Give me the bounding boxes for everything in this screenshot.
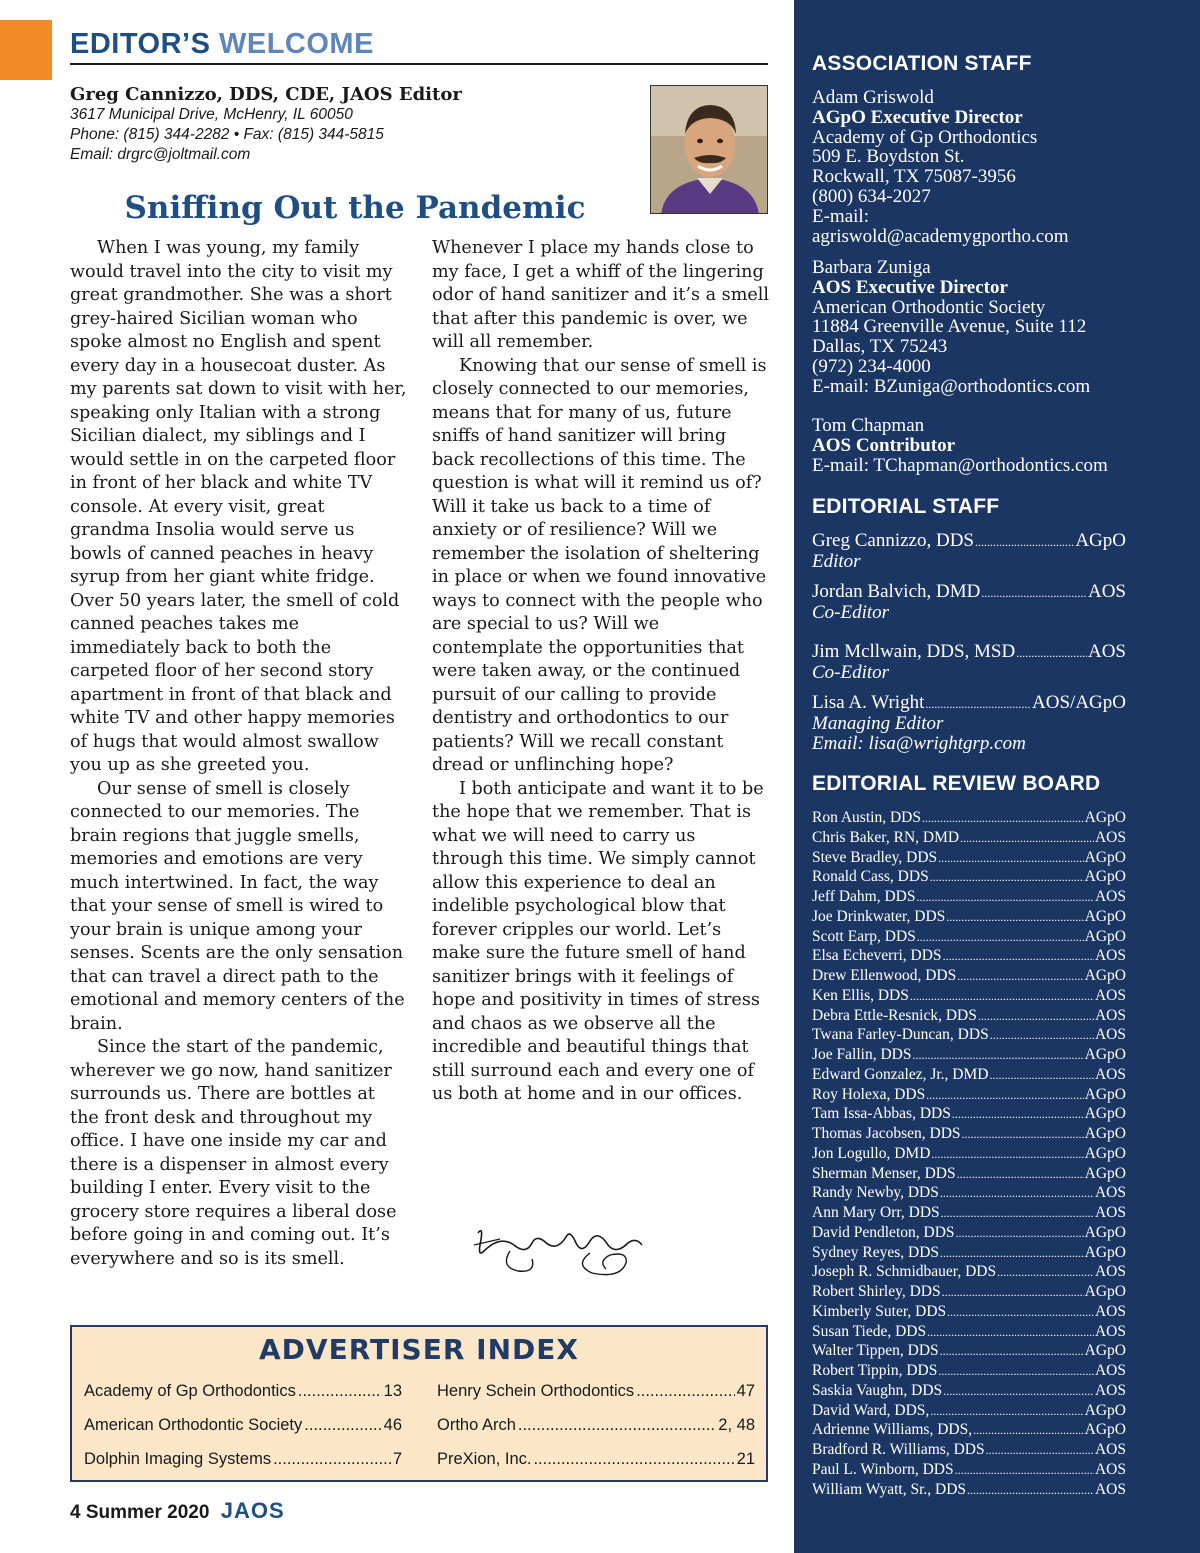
- board-member-name: Susan Tiede, DDS: [812, 1322, 927, 1340]
- board-member-name: Roy Holexa, DDS: [812, 1085, 926, 1103]
- staff-name: Barbara Zuniga: [812, 257, 931, 278]
- review-board-entry: [812, 927, 1126, 947]
- board-member-name: Sherman Menser, DDS: [812, 1164, 956, 1182]
- board-member-org: AGpO: [1084, 1421, 1126, 1439]
- review-board-entry: [812, 1025, 1126, 1045]
- staff-name: Tom Chapman: [812, 415, 925, 436]
- article-title: Sniffing Out the Pandemic: [124, 190, 586, 226]
- board-member-org: AGpO: [1084, 1125, 1126, 1142]
- review-board-entry: [812, 1381, 1126, 1401]
- staff-title: Co-Editor: [812, 662, 890, 683]
- staff-contact: [812, 416, 1192, 475]
- board-member-name: Scott Earp, DDS: [812, 927, 916, 945]
- staff-name: Greg Cannizzo, DDS: [812, 530, 974, 551]
- review-board-entry: [812, 1006, 1126, 1026]
- staff-title: Editor: [812, 551, 861, 572]
- association-staff-heading: ASSOCIATION STAFF: [812, 52, 1032, 75]
- signature: [470, 1215, 650, 1285]
- article-paragraph: Knowing that our sense of smell is closely connected to our memories, means that for many of us, future sniffs of hand sanitizer will bring back recollections of this time. The question is what will it remind us of? Will it take us back to a time of anxiety or of resilience? Will we remember the isolation of sheltering in place or when we found innovative ways to connect with the people who are special to us? Will we contemplate the opportunities that were taken away, or the continued pursuit of our calling to provide dentistry and orthodontics to our patients? Will we recall constant dread or unflinching hope?: [432, 355, 767, 775]
- review-board-entry: [812, 1282, 1126, 1302]
- editorial-staff-entry: [812, 582, 1126, 623]
- advertiser-page: 7: [392, 1450, 402, 1468]
- staff-org: AGpO: [1075, 530, 1126, 551]
- board-member-org: AOS: [1094, 1381, 1126, 1399]
- staff-line: 509 E. Boydston St.: [812, 146, 965, 168]
- editorial-staff-heading: EDITORIAL STAFF: [812, 495, 1000, 518]
- editor-photo: [650, 85, 768, 214]
- review-board-entry: [812, 1262, 1126, 1282]
- advertiser-entry: [437, 1416, 755, 1435]
- staff-email: E-mail: BZuniga@orthodontics.com: [812, 375, 1091, 397]
- board-member-name: Elsa Echeverri, DDS: [812, 947, 942, 965]
- advertiser-entry: [84, 1450, 402, 1469]
- board-member-org: AGpO: [1084, 1283, 1126, 1300]
- staff-org: AOS: [1087, 641, 1126, 662]
- board-member-name: Thomas Jacobsen, DDS: [812, 1125, 961, 1142]
- staff-title: Managing Editor: [812, 713, 944, 734]
- board-member-name: Chris Baker, RN, DMD: [812, 828, 960, 846]
- board-member-name: Joseph R. Schmidbauer, DDS: [812, 1263, 997, 1281]
- board-member-org: AOS: [1094, 1026, 1126, 1044]
- advertiser-index-title: ADVERTISER INDEX: [259, 1333, 579, 1366]
- journal-name: JAOS: [220, 1498, 285, 1523]
- board-member-org: AOS: [1094, 1460, 1126, 1478]
- staff-role: AGpO Executive Director: [812, 106, 1023, 128]
- review-board-entry: [812, 1361, 1126, 1381]
- review-board-entry: [812, 966, 1126, 986]
- issue-label: Summer 2020: [85, 1502, 210, 1523]
- staff-email: Email: lisa@wrightgrp.com: [812, 733, 1026, 754]
- advertiser-name: Dolphin Imaging Systems: [84, 1450, 272, 1468]
- review-board-entry: [812, 1480, 1126, 1500]
- review-board-entry: [812, 1065, 1126, 1085]
- board-member-name: Robert Tippin, DDS: [812, 1362, 938, 1379]
- board-member-name: Steve Bradley, DDS: [812, 848, 938, 866]
- board-member-name: Sydney Reyes, DDS: [812, 1243, 940, 1261]
- board-member-org: AGpO: [1084, 1401, 1126, 1419]
- advertiser-page: 13: [383, 1382, 402, 1400]
- board-member-org: AOS: [1094, 1480, 1126, 1498]
- page-number: 4: [70, 1502, 81, 1523]
- board-member-name: Walter Tippen, DDS: [812, 1342, 939, 1360]
- board-member-name: Drew Ellenwood, DDS: [812, 967, 957, 984]
- advertiser-name: PreXion, Inc.: [437, 1450, 532, 1468]
- review-board-entry: [812, 1420, 1126, 1440]
- board-member-name: Joe Drinkwater, DDS: [812, 907, 946, 925]
- board-member-org: AGpO: [1084, 967, 1126, 984]
- review-board-entry: [812, 1085, 1126, 1105]
- board-member-name: Robert Shirley, DDS: [812, 1283, 941, 1300]
- board-member-org: AOS: [1094, 1204, 1126, 1221]
- board-member-name: Joe Fallin, DDS: [812, 1046, 912, 1063]
- board-member-org: AGpO: [1084, 809, 1126, 826]
- advertiser-page: 2, 48: [718, 1416, 755, 1434]
- board-member-org: AOS: [1094, 828, 1126, 846]
- board-member-org: AGpO: [1084, 1144, 1126, 1162]
- advertiser-entry: [437, 1450, 755, 1469]
- review-board-entry: [812, 1243, 1126, 1263]
- staff-org: AOS/AGpO: [1032, 692, 1126, 713]
- article-paragraph: I both anticipate and want it to be the hope that we remember. That is what we will need to carry us through this time. We simply cannot allow this experience to deal an indelible psychological blow that forever cripples our world. Let’s make sure the future smell of hand sanitizer brings with it feelings of hope and positivity in times of stress and chaos as we observe all the incredible and beautiful things that still surround each and every one of us both at home and in our offices.: [432, 778, 764, 1104]
- review-board-entry: [812, 1322, 1126, 1342]
- review-board-entry: [812, 1223, 1126, 1243]
- editor-email: Email: drgrc@joltmail.com: [70, 146, 251, 163]
- board-member-org: AGpO: [1084, 1223, 1126, 1241]
- board-member-org: AOS: [1094, 888, 1126, 905]
- editor-contact: [70, 84, 640, 165]
- board-member-name: Adrienne Williams, DDS,: [812, 1421, 973, 1439]
- staff-title: Co-Editor: [812, 602, 890, 623]
- board-member-org: AGpO: [1084, 907, 1126, 925]
- board-member-org: AGpO: [1084, 868, 1126, 886]
- board-member-name: Paul L. Winborn, DDS: [812, 1460, 954, 1478]
- review-board-entry: [812, 1460, 1126, 1480]
- board-member-org: AOS: [1094, 947, 1126, 965]
- review-board-entry: [812, 986, 1126, 1006]
- article-paragraph: Whenever I place my hands close to my face, I get a whiff of the lingering odor of hand sanitizer and it’s a smell that after this pandemic is over, we will all remember.: [432, 238, 770, 352]
- review-board-entry: [812, 1203, 1126, 1223]
- review-board-entry: [812, 1124, 1126, 1144]
- advertiser-name: Henry Schein Orthodontics: [437, 1382, 635, 1400]
- board-member-name: Edward Gonzalez, Jr., DMD: [812, 1065, 989, 1083]
- editor-phone: Phone: (815) 344-2282 • Fax: (815) 344-5815: [70, 126, 384, 143]
- review-board-entry: [812, 1045, 1126, 1065]
- portrait-illustration: [651, 86, 768, 214]
- board-member-org: AGpO: [1084, 1046, 1126, 1063]
- review-board-entry: [812, 1144, 1126, 1164]
- article-column-left: [70, 237, 408, 1271]
- orange-tab: [0, 20, 52, 80]
- staff-line: 11884 Greenville Avenue, Suite 112: [812, 316, 1087, 338]
- article-column-right: [432, 237, 770, 1107]
- board-member-org: AOS: [1094, 1322, 1126, 1340]
- review-board-entry: [812, 1164, 1126, 1184]
- staff-line: (972) 234-4000: [812, 355, 931, 377]
- board-member-name: Tam Issa-Abbas, DDS: [812, 1105, 951, 1123]
- staff-org: AOS: [1087, 581, 1126, 602]
- section-title-word2: WELCOME: [219, 28, 374, 60]
- board-member-org: AGpO: [1084, 1342, 1126, 1360]
- staff-email: agriswold@academygportho.com: [812, 225, 1069, 247]
- advertiser-name: Academy of Gp Orthodontics: [84, 1382, 296, 1400]
- board-member-org: AOS: [1094, 1065, 1126, 1083]
- board-member-org: AOS: [1094, 1006, 1126, 1024]
- staff-line: Academy of Gp Orthodontics: [812, 126, 1038, 148]
- board-member-name: Ron Austin, DDS: [812, 809, 921, 826]
- editor-address: 3617 Municipal Drive, McHenry, IL 60050: [70, 106, 353, 123]
- staff-sidebar: [794, 0, 1200, 1553]
- review-board-heading: EDITORIAL REVIEW BOARD: [812, 772, 1101, 795]
- staff-line: E-mail:: [812, 205, 869, 227]
- staff-contact: [812, 258, 1192, 397]
- advertiser-entry: [437, 1382, 755, 1401]
- review-board-entry: [812, 1104, 1126, 1124]
- advertiser-page: 46: [383, 1416, 402, 1434]
- page-footer: [70, 1498, 285, 1524]
- staff-email: E-mail: TChapman@orthodontics.com: [812, 454, 1108, 476]
- staff-name: Jordan Balvich, DMD: [812, 581, 981, 602]
- review-board-entry: [812, 946, 1126, 966]
- board-member-name: Saskia Vaughn, DDS: [812, 1381, 943, 1399]
- staff-name: Jim Mcllwain, DDS, MSD: [812, 641, 1016, 662]
- board-member-org: AOS: [1094, 1362, 1126, 1379]
- editorial-staff-entry: [812, 531, 1126, 572]
- board-member-name: Jon Logullo, DMD: [812, 1144, 931, 1162]
- board-member-name: David Pendleton, DDS: [812, 1223, 955, 1241]
- board-member-org: AOS: [1094, 1441, 1126, 1458]
- section-title: [70, 28, 768, 61]
- staff-role: AOS Contributor: [812, 434, 956, 456]
- advertiser-entry: [84, 1416, 402, 1435]
- board-member-name: Twana Farley-Duncan, DDS: [812, 1026, 989, 1044]
- board-member-org: AGpO: [1084, 1243, 1126, 1261]
- board-member-org: AGpO: [1084, 1085, 1126, 1103]
- editor-name: Greg Cannizzo, DDS, CDE, JAOS Editor: [70, 84, 462, 105]
- section-title-word1: EDITOR’S: [70, 28, 211, 60]
- advertiser-name: Ortho Arch: [437, 1416, 516, 1434]
- board-member-name: Kimberly Suter, DDS: [812, 1302, 947, 1320]
- board-member-org: AGpO: [1084, 1105, 1126, 1123]
- review-board-entry: [812, 1183, 1126, 1203]
- board-member-name: Jeff Dahm, DDS: [812, 888, 916, 905]
- advertiser-page: 21: [736, 1450, 755, 1468]
- review-board-entry: [812, 887, 1126, 907]
- board-member-name: Debra Ettle-Resnick, DDS: [812, 1006, 977, 1024]
- advertiser-index: [70, 1325, 768, 1482]
- review-board-entry: [812, 808, 1126, 828]
- staff-name: Adam Griswold: [812, 87, 934, 108]
- review-board-entry: [812, 848, 1126, 868]
- article-paragraph: When I was young, my family would travel into the city to visit my great grandmother. She was a short grey-haired Sicilian woman who spoke almost no English and spent every day in a housecoat duster. As my parents sat down to visit with her, speaking only Italian with a strong Sicilian dialect, my siblings and I would settle in on the carpeted floor in front of her black and white TV console. At every visit, great grandma Insolia would serve us bowls of canned peaches in heavy syrup from her giant white fridge. Over 50 years later, the smell of cold canned peaches takes me immediately back to both the carpeted floor of her second story apartment in front of that black and white TV and other happy memories of hugs that would almost swallow you up as she greeted you.: [70, 238, 407, 775]
- board-member-name: Ronald Cass, DDS: [812, 868, 929, 886]
- editorial-staff-entry: [812, 693, 1126, 754]
- board-member-org: AGpO: [1084, 1164, 1126, 1182]
- board-member-name: Ann Mary Orr, DDS: [812, 1204, 940, 1221]
- board-member-name: Ken Ellis, DDS: [812, 986, 909, 1004]
- staff-line: Rockwall, TX 75087-3956: [812, 166, 1016, 188]
- review-board-entry: [812, 907, 1126, 927]
- staff-line: (800) 634-2027: [812, 185, 931, 207]
- staff-line: Dallas, TX 75243: [812, 336, 948, 358]
- article-paragraph: Our sense of smell is closely connected to our memories. The brain regions that juggle smells, memories and emotions are very much intertwined. In fact, the way that your sense of smell is wired to your brain is unique among your senses. Scents are the only sensation that can travel a direct path to the emotional and memory centers of the brain.: [70, 778, 405, 1034]
- review-board-entry: [812, 1401, 1126, 1421]
- section-header: [70, 28, 768, 65]
- staff-name: Lisa A. Wright: [812, 692, 925, 713]
- board-member-name: Bradford R. Williams, DDS: [812, 1441, 985, 1458]
- review-board-entry: [812, 1341, 1126, 1361]
- board-member-org: AOS: [1094, 986, 1126, 1004]
- review-board-entry: [812, 867, 1126, 887]
- advertiser-entry: [84, 1382, 402, 1401]
- article-paragraph: Since the start of the pandemic, wherever we go now, hand sanitizer surrounds us. There are bottles at the front desk and throughout my office. I have one inside my car and there is a dispenser in almost every building I enter. Every visit to the grocery store requires a liberal dose before going in and coming out. It’s everywhere and so is its smell.: [70, 1037, 397, 1269]
- staff-line: American Orthodontic Society: [812, 296, 1046, 318]
- board-member-org: AGpO: [1084, 927, 1126, 945]
- review-board-entry: [812, 1440, 1126, 1460]
- advertiser-name: American Orthodontic Society: [84, 1416, 303, 1434]
- board-member-name: David Ward, DDS,: [812, 1401, 930, 1419]
- staff-role: AOS Executive Director: [812, 276, 1008, 298]
- board-member-org: AOS: [1094, 1302, 1126, 1320]
- review-board-list: [812, 808, 1126, 1499]
- advertiser-page: 47: [736, 1382, 755, 1400]
- board-member-name: Randy Newby, DDS: [812, 1184, 939, 1202]
- staff-contact: [812, 88, 1192, 246]
- review-board-entry: [812, 1302, 1126, 1322]
- editorial-staff-entry: [812, 642, 1126, 683]
- board-member-org: AGpO: [1084, 848, 1126, 866]
- review-board-entry: [812, 828, 1126, 848]
- board-member-org: AOS: [1094, 1263, 1126, 1281]
- board-member-org: AOS: [1094, 1184, 1126, 1202]
- board-member-name: William Wyatt, Sr., DDS: [812, 1480, 967, 1498]
